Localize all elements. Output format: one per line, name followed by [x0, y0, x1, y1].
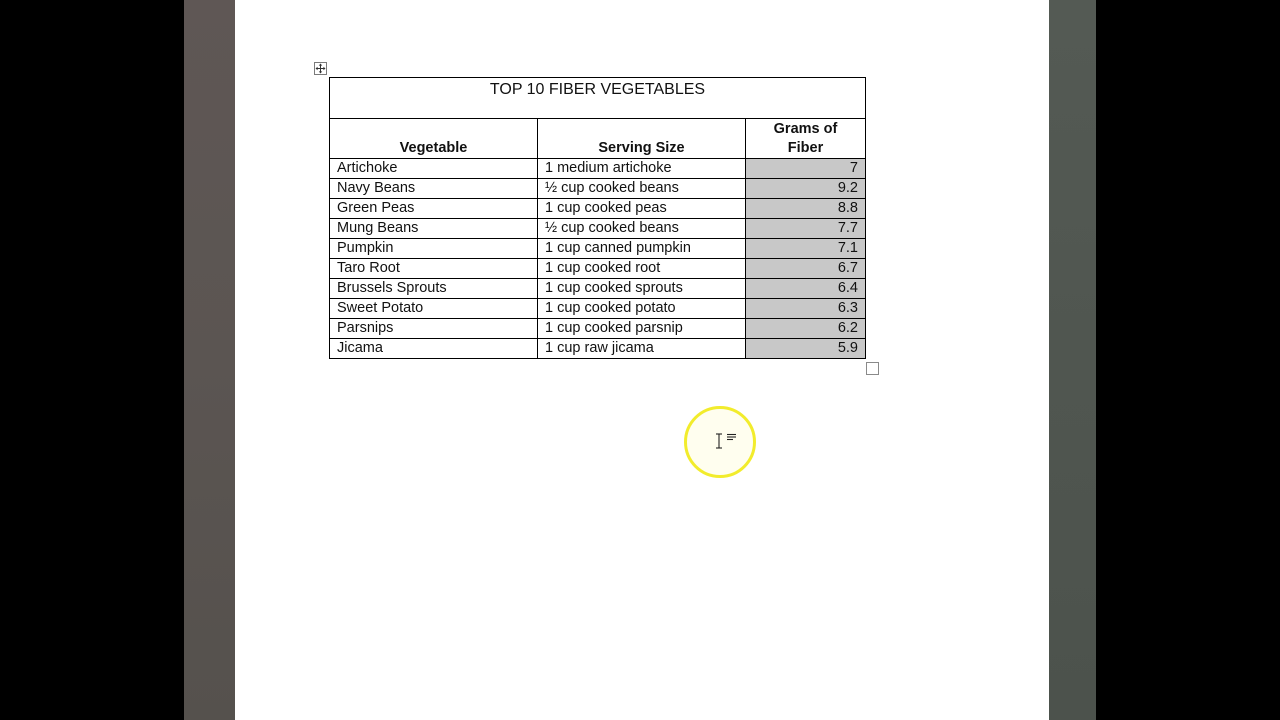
table-row [330, 199, 866, 219]
cell-serving-size[interactable]: 1 cup cooked potato [538, 299, 746, 319]
cell-serving-size[interactable]: 1 cup canned pumpkin [538, 239, 746, 259]
fiber-vegetables-table[interactable] [329, 77, 866, 359]
cell-fiber[interactable]: 9.2 [746, 179, 866, 199]
table-resize-icon[interactable] [866, 362, 879, 375]
cell-fiber[interactable]: 7.1 [746, 239, 866, 259]
table-row [330, 219, 866, 239]
table-row [330, 279, 866, 299]
document-canvas-left [184, 0, 235, 720]
cell-serving-size[interactable]: 1 cup raw jicama [538, 339, 746, 359]
ibeam-cursor-icon [714, 432, 740, 452]
table-row [330, 179, 866, 199]
table-header-row [330, 119, 866, 159]
table-row [330, 259, 866, 279]
move-arrows-icon [315, 63, 326, 74]
cell-vegetable[interactable]: Mung Beans [330, 219, 538, 239]
table-title[interactable]: TOP 10 FIBER VEGETABLES [330, 78, 866, 119]
cell-fiber[interactable]: 6.2 [746, 319, 866, 339]
cell-vegetable[interactable]: Taro Root [330, 259, 538, 279]
cell-fiber[interactable]: 7.7 [746, 219, 866, 239]
cell-serving-size[interactable]: ½ cup cooked beans [538, 179, 746, 199]
cell-vegetable[interactable]: Sweet Potato [330, 299, 538, 319]
table-title-row [330, 78, 866, 119]
table-row [330, 299, 866, 319]
header-grams-of-fiber[interactable] [746, 119, 866, 159]
header-serving-size[interactable]: Serving Size [538, 119, 746, 159]
cell-vegetable[interactable]: Jicama [330, 339, 538, 359]
cell-fiber[interactable]: 5.9 [746, 339, 866, 359]
cell-serving-size[interactable]: ½ cup cooked beans [538, 219, 746, 239]
table-row [330, 339, 866, 359]
cell-fiber[interactable]: 8.8 [746, 199, 866, 219]
table-row [330, 159, 866, 179]
cell-serving-size[interactable]: 1 cup cooked sprouts [538, 279, 746, 299]
cell-serving-size[interactable]: 1 cup cooked root [538, 259, 746, 279]
cell-fiber[interactable]: 6.7 [746, 259, 866, 279]
cell-vegetable[interactable]: Parsnips [330, 319, 538, 339]
cell-fiber[interactable]: 6.3 [746, 299, 866, 319]
cell-serving-size[interactable]: 1 medium artichoke [538, 159, 746, 179]
cell-vegetable[interactable]: Brussels Sprouts [330, 279, 538, 299]
document-canvas-right [1049, 0, 1096, 720]
cell-fiber[interactable]: 7 [746, 159, 866, 179]
header-fiber-line1: Grams of [773, 121, 838, 137]
cell-serving-size[interactable]: 1 cup cooked parsnip [538, 319, 746, 339]
table-move-handle[interactable] [314, 62, 327, 75]
header-fiber-line2: Fiber [787, 140, 824, 156]
cell-vegetable[interactable]: Artichoke [330, 159, 538, 179]
table-row [330, 239, 866, 259]
cell-vegetable[interactable]: Green Peas [330, 199, 538, 219]
cell-vegetable[interactable]: Pumpkin [330, 239, 538, 259]
cell-vegetable[interactable]: Navy Beans [330, 179, 538, 199]
cursor-highlight [684, 406, 756, 478]
cell-fiber[interactable]: 6.4 [746, 279, 866, 299]
table-row [330, 319, 866, 339]
cell-serving-size[interactable]: 1 cup cooked peas [538, 199, 746, 219]
header-vegetable[interactable]: Vegetable [330, 119, 538, 159]
